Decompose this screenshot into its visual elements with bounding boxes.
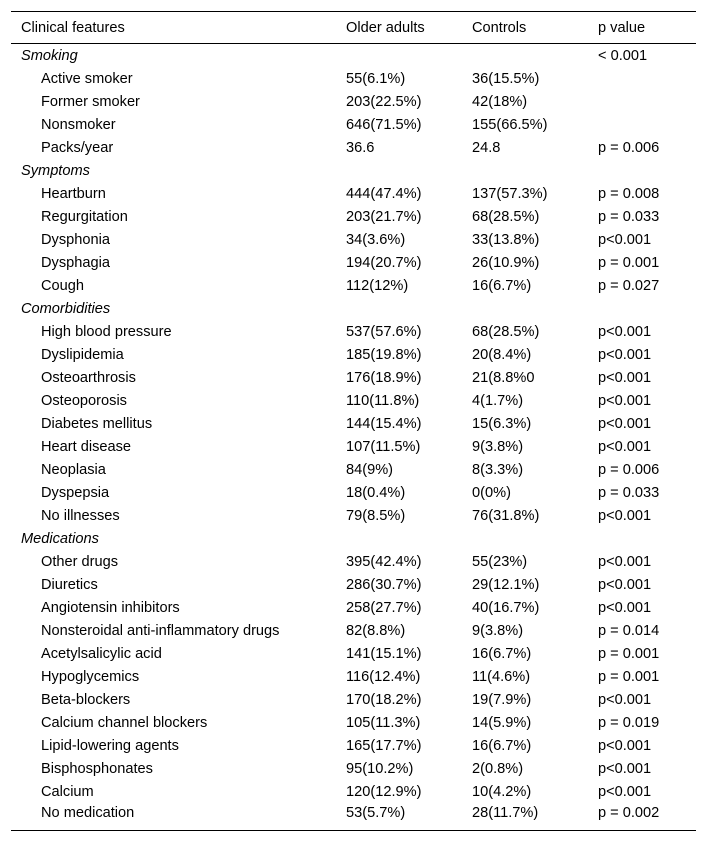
row-controls: 15(6.3%) <box>472 415 532 432</box>
row-label: Beta-blockers <box>41 691 131 708</box>
table-row <box>11 780 696 803</box>
section-title: Comorbidities <box>21 300 111 317</box>
table-row <box>11 228 696 251</box>
row-controls: 68(28.5%) <box>472 208 540 225</box>
row-label: Angiotensin inhibitors <box>41 599 180 616</box>
row-controls: 24.8 <box>472 139 501 156</box>
row-p-value: p = 0.027 <box>598 277 660 294</box>
row-older-adults: 105(11.3%) <box>346 714 421 731</box>
row-p-value: p<0.001 <box>598 346 652 363</box>
row-label: Regurgitation <box>41 208 128 225</box>
section-row-smoking <box>11 44 696 68</box>
row-controls: 9(3.8%) <box>472 438 524 455</box>
row-p-value: p<0.001 <box>598 323 652 340</box>
table-row <box>11 67 696 90</box>
table-row <box>11 734 696 757</box>
row-label: Osteoporosis <box>41 392 127 409</box>
row-label: Dysphonia <box>41 231 110 248</box>
row-controls: 36(15.5%) <box>472 70 540 87</box>
row-older-adults: 444(47.4%) <box>346 185 422 202</box>
table-row <box>11 642 696 665</box>
row-p-value: p<0.001 <box>598 231 652 248</box>
row-older-adults: 646(71.5%) <box>346 116 422 133</box>
row-label: No medication <box>11 803 336 831</box>
row-controls: 33(13.8%) <box>472 231 540 248</box>
table-row <box>11 182 696 205</box>
row-p-value <box>588 113 696 136</box>
row-controls: 29(12.1%) <box>472 576 540 593</box>
header-older-adults: Older adults <box>336 12 462 44</box>
row-label: High blood pressure <box>41 323 172 340</box>
header-controls: Controls <box>462 12 588 44</box>
row-older-adults: 84(9%) <box>346 461 394 478</box>
row-label: Diuretics <box>41 576 98 593</box>
table-body <box>11 44 696 831</box>
row-p-value: p<0.001 <box>598 737 652 754</box>
row-p-value: p<0.001 <box>598 392 652 409</box>
row-controls: 40(16.7%) <box>472 599 540 616</box>
row-label: Neoplasia <box>41 461 106 478</box>
section-controls <box>462 159 588 182</box>
row-older-adults: 141(15.1%) <box>346 645 422 662</box>
table-row <box>11 619 696 642</box>
row-older-adults: 185(19.8%) <box>346 346 422 363</box>
row-label: Heart disease <box>41 438 132 455</box>
row-older-adults: 34(3.6%) <box>346 231 406 248</box>
row-older-adults: 194(20.7%) <box>346 254 422 271</box>
section-controls <box>462 297 588 320</box>
row-p-value: p<0.001 <box>598 438 652 455</box>
row-label: Dysphagia <box>41 254 110 271</box>
row-p-value: p<0.001 <box>598 415 652 432</box>
row-controls: 8(3.3%) <box>472 461 524 478</box>
row-label: Heartburn <box>41 185 106 202</box>
table-row <box>11 251 696 274</box>
row-older-adults: 36.6 <box>346 139 375 156</box>
row-controls: 9(3.8%) <box>472 622 524 639</box>
row-controls: 16(6.7%) <box>472 277 532 294</box>
table-row <box>11 803 696 831</box>
table-row <box>11 412 696 435</box>
section-older <box>336 527 462 550</box>
section-older <box>336 297 462 320</box>
row-label: Cough <box>41 277 85 294</box>
row-older-adults: 107(11.5%) <box>346 438 421 455</box>
row-label: Hypoglycemics <box>41 668 140 685</box>
row-p-value: p = 0.008 <box>598 185 660 202</box>
row-p-value: p<0.001 <box>598 783 652 800</box>
section-row-comorbidities <box>11 297 696 320</box>
row-label: Osteoarthrosis <box>41 369 136 386</box>
row-controls: 0(0%) <box>472 484 511 501</box>
row-older-adults: 55(6.1%) <box>346 70 406 87</box>
row-controls: 10(4.2%) <box>472 783 532 800</box>
row-controls: 28(11.7%) <box>462 803 588 831</box>
table-row <box>11 389 696 412</box>
table-row <box>11 757 696 780</box>
row-p-value: p = 0.001 <box>598 645 660 662</box>
row-p-value: p = 0.006 <box>598 461 660 478</box>
clinical-features-table <box>11 11 696 831</box>
row-p-value: p<0.001 <box>598 369 652 386</box>
row-controls: 26(10.9%) <box>472 254 540 271</box>
row-controls: 19(7.9%) <box>472 691 532 708</box>
row-older-adults: 18(0.4%) <box>346 484 406 501</box>
row-older-adults: 165(17.7%) <box>346 737 422 754</box>
table-row <box>11 90 696 113</box>
row-older-adults: 286(30.7%) <box>346 576 422 593</box>
row-controls: 42(18%) <box>472 93 528 110</box>
table-row <box>11 136 696 159</box>
row-p-value <box>588 90 696 113</box>
row-controls: 14(5.9%) <box>472 714 532 731</box>
row-label: Diabetes mellitus <box>41 415 153 432</box>
row-p-value: p<0.001 <box>598 760 652 777</box>
section-older <box>336 159 462 182</box>
table-row <box>11 550 696 573</box>
row-older-adults: 176(18.9%) <box>346 369 422 386</box>
row-label: Lipid-lowering agents <box>41 737 179 754</box>
row-p-value <box>588 67 696 90</box>
row-label: Dyslipidemia <box>41 346 124 363</box>
row-label: Packs/year <box>41 139 114 156</box>
row-controls: 16(6.7%) <box>472 645 532 662</box>
row-controls: 155(66.5%) <box>472 116 548 133</box>
table-row <box>11 205 696 228</box>
table-row <box>11 366 696 389</box>
row-older-adults: 395(42.4%) <box>346 553 422 570</box>
row-label: Nonsteroidal anti-inflammatory drugs <box>41 622 280 639</box>
row-p-value: p = 0.001 <box>598 668 660 685</box>
row-label: Bisphosphonates <box>41 760 153 777</box>
table-row <box>11 481 696 504</box>
row-controls: 68(28.5%) <box>472 323 540 340</box>
row-p-value: p = 0.006 <box>598 139 660 156</box>
row-older-adults: 82(8.8%) <box>346 622 406 639</box>
row-older-adults: 203(22.5%) <box>346 93 422 110</box>
row-controls: 21(8.8%0 <box>472 369 535 386</box>
row-controls: 4(1.7%) <box>472 392 524 409</box>
row-older-adults: 537(57.6%) <box>346 323 422 340</box>
row-older-adults: 112(12%) <box>346 277 409 294</box>
row-p-value: p<0.001 <box>598 507 652 524</box>
row-p-value: p = 0.014 <box>598 622 660 639</box>
row-controls: 76(31.8%) <box>472 507 540 524</box>
row-label: Former smoker <box>41 93 140 110</box>
row-label: Nonsmoker <box>41 116 116 133</box>
section-p-value <box>588 527 696 550</box>
row-p-value: p<0.001 <box>598 553 652 570</box>
row-controls: 16(6.7%) <box>472 737 532 754</box>
section-title: Symptoms <box>21 162 90 179</box>
row-older-adults: 144(15.4%) <box>346 415 422 432</box>
header-p-value: p value <box>588 12 696 44</box>
section-row-medications <box>11 527 696 550</box>
section-controls <box>462 44 588 68</box>
row-controls: 20(8.4%) <box>472 346 532 363</box>
table-header <box>11 12 696 44</box>
row-older-adults: 258(27.7%) <box>346 599 422 616</box>
row-older-adults: 79(8.5%) <box>346 507 406 524</box>
row-label: Acetylsalicylic acid <box>41 645 162 662</box>
row-older-adults: 116(12.4%) <box>346 668 421 685</box>
header-row <box>11 12 696 44</box>
row-older-adults: 203(21.7%) <box>346 208 422 225</box>
row-older-adults: 95(10.2%) <box>346 760 414 777</box>
table-row <box>11 665 696 688</box>
row-controls: 2(0.8%) <box>472 760 524 777</box>
row-label: No illnesses <box>41 507 120 524</box>
table-row <box>11 688 696 711</box>
header-clinical-features: Clinical features <box>11 12 336 44</box>
row-controls: 55(23%) <box>472 553 528 570</box>
table-row <box>11 596 696 619</box>
section-controls <box>462 527 588 550</box>
row-p-value: p = 0.001 <box>598 254 660 271</box>
section-p-value <box>588 297 696 320</box>
table-row <box>11 113 696 136</box>
row-p-value: p<0.001 <box>598 691 652 708</box>
table-row <box>11 573 696 596</box>
table-row <box>11 320 696 343</box>
row-controls: 11(4.6%) <box>472 668 531 685</box>
row-label: Active smoker <box>41 70 133 87</box>
section-older <box>336 44 462 68</box>
section-title: Smoking <box>21 47 78 64</box>
row-label: Calcium channel blockers <box>41 714 208 731</box>
row-p-value: p = 0.033 <box>598 484 660 501</box>
table-row <box>11 274 696 297</box>
section-title: Medications <box>21 530 99 547</box>
row-p-value: p<0.001 <box>598 576 652 593</box>
table-row <box>11 343 696 366</box>
table-row <box>11 458 696 481</box>
row-label: Other drugs <box>41 553 119 570</box>
table-row <box>11 711 696 734</box>
table-row <box>11 435 696 458</box>
section-p-value <box>588 159 696 182</box>
row-p-value: p<0.001 <box>598 599 652 616</box>
row-older-adults: 170(18.2%) <box>346 691 422 708</box>
row-controls: 137(57.3%) <box>472 185 548 202</box>
section-row-symptoms <box>11 159 696 182</box>
row-label: Dyspepsia <box>41 484 110 501</box>
row-older-adults: 53(5.7%) <box>336 803 462 831</box>
table-row <box>11 504 696 527</box>
row-p-value: p = 0.033 <box>598 208 660 225</box>
row-older-adults: 110(11.8%) <box>346 392 420 409</box>
row-label: Calcium <box>41 783 94 800</box>
section-p-value: < 0.001 <box>598 47 648 64</box>
row-p-value: p = 0.019 <box>598 714 660 731</box>
row-p-value: p = 0.002 <box>588 803 696 831</box>
row-older-adults: 120(12.9%) <box>346 783 422 800</box>
clinical-features-table-container <box>11 11 696 831</box>
